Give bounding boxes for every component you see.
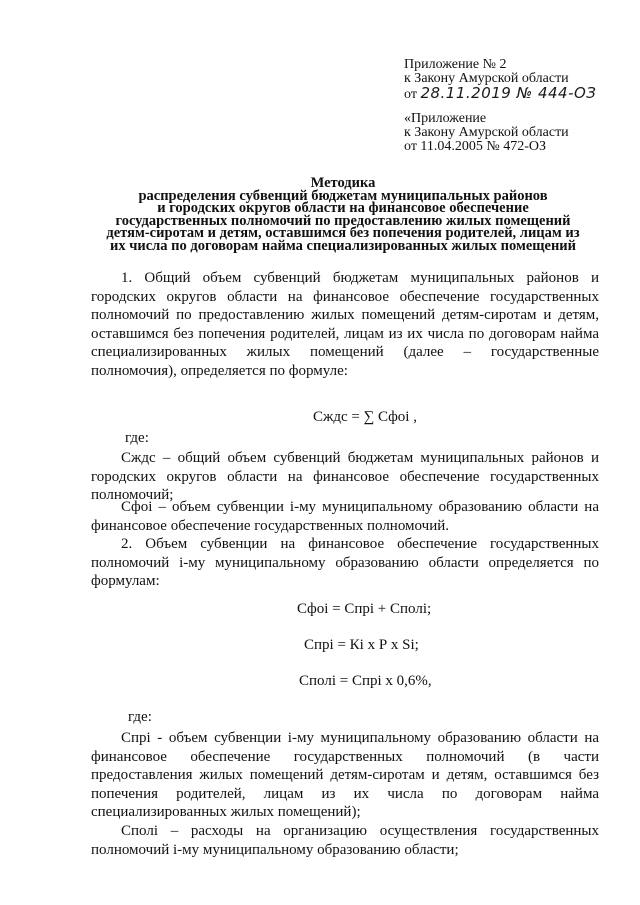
definition-spri bbox=[91, 729, 599, 822]
section-1-line-4: оставшимся без попечения родителей, лицам из их числа по договорам найма bbox=[91, 325, 599, 342]
section-1-paragraph bbox=[91, 269, 599, 381]
section-1-line-2: городских округов области на финансовое обеспечение государственных bbox=[91, 288, 599, 305]
formula-sfoi: Сфоi = Спрi + Сполi; bbox=[297, 601, 432, 617]
formula-spri: Спрi = Кi х Р х Si; bbox=[304, 637, 419, 653]
section-2-line-1: 2. Объем субвенции на финансовое обеспечение государственных bbox=[121, 536, 599, 552]
annex-header-line-3 bbox=[404, 86, 619, 102]
section-1-line-6: полномочия), определяется по формуле: bbox=[91, 362, 348, 379]
title-line-6: их числа по договорам найма специализированных жилых помещений bbox=[109, 237, 577, 254]
annex-header bbox=[404, 58, 619, 102]
section-1-line-3: полномочий по предоставлению жилых помещений детям-сиротам и детям, bbox=[91, 307, 599, 324]
def-szhds-line-2: городских округов области на финансовое обеспечение государственных bbox=[91, 468, 599, 485]
def-spri-line-5: специализированных жилых помещений); bbox=[91, 804, 361, 821]
def-spri-line-3: предоставления жилых помещений детям-сиротам и детям, оставшимся без bbox=[91, 767, 599, 784]
formula-spoli: Сполi = Спрi х 0,6%, bbox=[299, 673, 432, 689]
title-line-4: государственных полномочий по предоставлению жилых помещений bbox=[115, 212, 571, 229]
title-line-3: и городских округов области на финансовое обеспечение bbox=[157, 200, 529, 216]
annex-header-line-2: к Закону Амурской области bbox=[404, 71, 569, 86]
original-law-header bbox=[404, 112, 619, 154]
annex-date-prefix: от bbox=[404, 87, 417, 102]
document-title bbox=[88, 177, 598, 252]
def-szhds-line-3: полномочий; bbox=[91, 487, 174, 504]
def-spoli-line-1: Сполi – расходы на организацию осуществления государственных bbox=[121, 823, 599, 839]
where-label-2: где: bbox=[128, 709, 152, 725]
original-header-line-2: к Закону Амурской области bbox=[404, 125, 569, 140]
annex-header-line-1: Приложение № 2 bbox=[404, 57, 507, 72]
original-header-line-3: от 11.04.2005 № 472-ОЗ bbox=[404, 139, 547, 154]
section-2-paragraph bbox=[91, 535, 599, 591]
title-line-1: Методика bbox=[310, 175, 376, 191]
def-sfoi-line-2: финансовое обеспечение государственных полномочий. bbox=[91, 517, 450, 534]
title-line-5: детям-сиротам и детям, оставшимся без попечения родителей, лицам из bbox=[106, 225, 580, 241]
section-2-line-3: формулам: bbox=[91, 573, 160, 590]
def-spri-line-4: попечения родителей, лицам из их числа по договорам найма bbox=[91, 785, 599, 802]
section-1-line-5: специализированных жилых помещений (далее – государственные bbox=[91, 344, 599, 361]
formula-total: Сждс = ∑ Сфоi , bbox=[313, 409, 417, 425]
def-spoli-line-2: полномочий i-му муниципальному образованию области; bbox=[91, 841, 459, 858]
section-2-line-2: полномочий i-му муниципальному образованию области определяется по bbox=[91, 554, 599, 571]
def-spri-line-2: финансовое обеспечение государственных полномочий (в части bbox=[91, 748, 599, 765]
def-spri-line-1: Спрi - объем субвенции i-му муниципальному образованию области на bbox=[121, 730, 599, 746]
where-label-1: где: bbox=[125, 430, 149, 446]
handwritten-date-number: 28.11.2019 № 444-ОЗ bbox=[420, 84, 597, 102]
definition-sfoi bbox=[91, 498, 599, 535]
definition-spoli bbox=[91, 822, 599, 859]
title-line-2: распределения субвенций бюджетам муниципальных районов bbox=[138, 187, 548, 204]
definition-szhds bbox=[91, 449, 599, 505]
section-1-line-1: 1. Общий объем субвенций бюджетам муниципальных районов и bbox=[121, 270, 599, 286]
original-header-line-1: «Приложение bbox=[404, 111, 487, 126]
def-sfoi-line-1: Сфоi – объем субвенции i-му муниципальному образованию области на bbox=[121, 499, 599, 515]
def-szhds-line-1: Сждс – общий объем субвенций бюджетам муниципальных районов и bbox=[121, 450, 599, 466]
